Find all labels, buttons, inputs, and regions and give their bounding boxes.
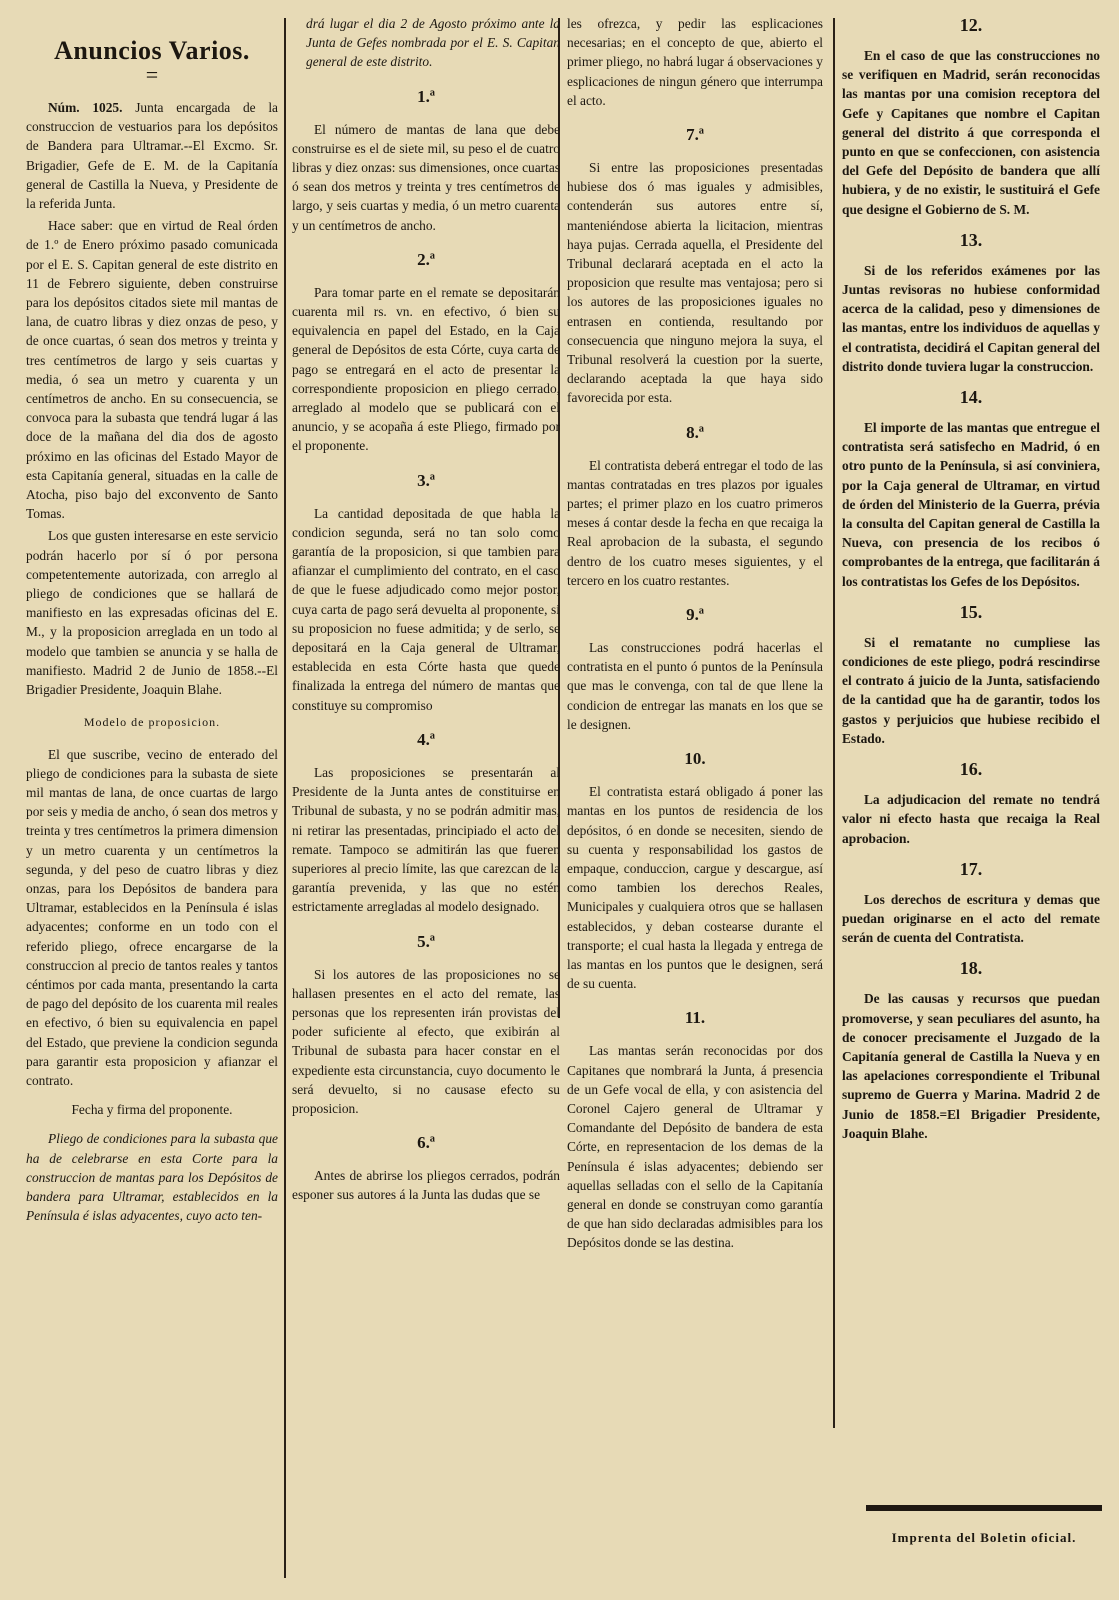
condition-paragraph: El número de mantas de lana que debe construirse es el de siete mil, su peso el de cuatro libras y diez onzas: sus dimensiones, once cuartas ó sean dos metros y treinta y tres centímetros de largo, y seis cuartas y media, ó un metro cuarenta y un centímetros de ancho. [292,121,560,233]
condition-paragraph: Si de los referidos exámenes por las Juntas revisoras no hubiese conformidad acerca de la calidad, peso y dimensiones de las mantas, entre los individuos de aquellas y el contratista, decidirá el Capitan general del distrito donde tuviera lugar la construccion. [842,262,1100,374]
condition-paragraph: Si entre las proposiciones presentadas hubiese dos ó mas iguales y admisibles, contenderán sus autores entre sí, manteniéndose abierta la licitacion, mientras haya pujas. Cerrada aquella, el Presidente del Tribunal declarará aceptada en el acto la proposicion que resulte mas ventajosa; pero si los autores de las proposiciones iguales no entrasen en contienda, resultando por consecuencia que ninguno mejora la suya, el Tribunal resolverá la cuestion por la suerte, declarando aceptada la que haya sido favorecida por esta. [567,160,823,406]
announcement-text: Junta encargada de la construccion de vestuarios para los depósitos de Bandera para Ultramar.--El Excmo. Sr. Brigadier, Gefe de E. M. de la Capitanía general de Castilla la Nueva, y Presidente de la referida Junta. [26,100,278,212]
closing-rule [866,1505,1102,1511]
condition-number: 17. [959,858,983,879]
condition-paragraph: Las proposiciones se presentarán al Presidente de la Junta antes de constituirse en Tribunal de subasta, y no se podrán admitir mas, ni retirar las presentadas, principiado el acto del remate. Tampoco se admitirán las que fueren superiores al precio límite, las que carezcan de la garantía prevenida, y las que no estén estrictamente arregladas al modelo designado. [292,764,560,915]
condition-number: 18. [959,958,983,979]
condition-number: 10. [684,749,706,769]
model-header: Modelo de proposicion. [83,715,221,730]
condition-number: 13. [959,229,983,250]
condition-number: 2.ª [417,249,435,269]
condition-paragraph: El contratista estará obligado á poner las mantas en los puntos de residencia de los depósitos, ó en donde se necesiten, siendo de su cuenta y responsabilidad los gastos de empaque, conduccion, cargue y descargue, así como tambien los derechos Reales, Municipales y cualquiera otros que se hallasen establecidos, y deban costearse durante el transporte; el cual hasta la llegada y entrega de las mantas en los puntos que le designen, será de su cuenta. [567,784,823,992]
condition-number: 11. [684,1008,706,1028]
condition-paragraph: De las causas y recursos que puedan promoverse, y sean peculiares del asunto, ha de conocer precisamente el Juzgado de la Capitanía general de Castilla la Nueva y en las apelaciones correspondiente el Tribunal supremo de Guerra y Marina. Madrid 2 de Junio de 1858.=El Brigadier Presidente, Joaquin Blahe. [842,991,1100,1141]
announcement-paragraph: Hace saber: que en virtud de Real órden de 1.º de Enero próximo pasado comunicada por el E. S. Capitan general de este distrito en 11 de Febrero siguiente, deben construirse para los depósitos citados siete mil mantas de lana, de cuatro libras y diez onzas de peso, y de once cuartas, ó sean dos metros y treinta y tres centímetros de largo y seis cuartas y media, ó sea un metro y cuarenta y un centímetros de ancho. En su consecuencia, se convoca para la subasta que tendrá lugar á las doce de la mañana del dia dos de agosto próximo en las oficinas del Estado Mayor de esta Capitanía general, situadas en la calle de Atocha, piso bajo del exconvento de Santo Tomas. [26,218,278,522]
condition-paragraph: Antes de abrirse los pliegos cerrados, podrán esponer sus autores á la Junta las dudas que se [292,1168,560,1203]
condition-number: 7.ª [686,125,704,145]
condition-paragraph: La cantidad depositada de que habla la condicion segunda, será no tan solo como garantía de la proposicion, si que tambien para afianzar el cumplimiento del contrato, en el caso de que le fuese adjudicado como mejor postor, cuya carta de pago será devuelta al proponente, si su proposicion no fuese admitida; y de serlo, se depositará en la Caja general de Ultramar, establecida en esta Córte hasta que quede finalizada la entrega del número de mantas que constituye su compromiso [292,505,560,713]
condition-paragraph: Si los autores de las proposiciones no se hallasen presentes en el acto del remate, las personas que los representen irán provistas del poder suficiente al efecto, que exibirán al Tribunal de subasta para hacer constar en el expediente esta circunstancia, cuyo documento le será devuelto, si no causase efecto su proposicion. [292,966,560,1116]
condition-paragraph: El contratista deberá entregar el todo de las mantas contratadas en tres plazos por iguales partes; el primer plazo en los cuatro primeros meses á contar desde la fecha en que recaiga la Real aprobacion de la subasta, el segundo dentro de los cuatro meses siguientes, y el tercero en los cuatro restantes. [567,457,823,588]
condition-number: 14. [959,387,983,408]
condition-number: 6.ª [417,1133,435,1153]
condition-paragraph: Los derechos de escritura y demas que puedan originarse en el acto del remate serán de cuenta del Contratista. [842,891,1100,946]
condition-number: 8.ª [686,422,704,442]
column-2 [292,14,560,1208]
model-paragraph: El que suscribe, vecino de enterado del pliego de condiciones para la subasta de siete mil mantas de lana, de once cuartas de largo por seis y media de ancho, ó sean dos metros y treinta y tres centímetros la primera dimension y un metro cuarenta y un centímetros la segunda, y del peso de cuatro libras y diez onzas, para los Depósitos de bandera para Ultramar, establecidos en la Península é islas adyacentes; conforme en un todo con el referido pliego, ofrece encargarse de la construccion al precio de tantos reales y tantos céntimos por cada manta, presentando la carta de pago del depósito de los cuarenta mil reales en efectivo, ó bien su equivalencia en papel del Estado, que previene la condicion segunda para garantir esta proposicion y afianzar el contrato. [26,746,278,1088]
announcement-number: Núm. 1025. [48,100,123,115]
column-divider [833,18,835,1428]
title-rule: = [145,62,159,87]
condition-number: 9.ª [686,605,704,625]
column-4 [842,14,1100,1145]
announcement-paragraph [26,98,278,213]
condition-paragraph: Las mantas serán reconocidas por dos Capitanes que nombrará la Junta, á presencia de un Gefe vocal de ella, y con asistencia del Coronel Cajero general de Ultramar y Comandante del Depósito de bandera de esta Córte, en representacion de los demas de la Península é islas adyacentes; debiendo ser aquellas selladas con el sello de la Capitanía general en donde se construyan como garantía de que han sido declaradas admisibles para los Depósitos donde se las destina. [567,1043,823,1251]
condition-paragraph: En el caso de que las construcciones no se verifiquen en Madrid, serán reconocidas las mantas por una comision receptora del Gefe y Capitanes que nombre el Capitan general del distrito á que corresponda el punto en que se confeccionen, con asistencia del Gefe del Depósito de bandera que allí hubiera, y de no existir, le sustituirá el Gefe que designe el Gobierno de S. M. [842,48,1100,217]
condition-paragraph: Para tomar parte en el remate se depositarán cuarenta mil rs. vn. en efectivo, ó bien su equivalencia en papel del Estado, en la Caja general de Depósitos de esta Córte, cuya carta de pago se entregará en el acto de presentar la correspondiente proposicion en pliego cerrado, arreglado al modelo que se publicará con el anuncio, y se acopaña á este Pliego, firmado por el proponente. [292,284,560,454]
printer-imprint: Imprenta del Boletin oficial. [891,1530,1077,1545]
condition-number: 16. [959,759,983,780]
condition-paragraph: Las construcciones podrá hacerlas el contratista en el punto ó puntos de la Península que mas le convenga, con tal de que llene la condicion de entregar las manats en los que se le designen. [567,640,823,732]
condition-paragraph-cont: les ofrezca, y pedir las esplicaciones necesarias; en el concepto de que, abierto el primer pliego, no habrá lugar á observaciones y esplicaciones de ningun género que interrumpa el acto. [567,16,823,108]
conditions-intro-cont: drá lugar el dia 2 de Agosto próximo ante la Junta de Gefes nombrada por el E. S. Capitan general de este distrito. [306,16,560,70]
conditions-intro: Pliego de condiciones para la subasta que ha de celebrarse en esta Corte para la construccion de mantas para los Depósitos de bandera para Ultramar, establecidos en la Península é islas adyacentes, cuyo acto ten- [26,1131,278,1224]
condition-paragraph: El importe de las mantas que entregue el contratista será satisfecho en Madrid, ó en otro punto de la Península, si así conviniera, por la Caja general de Ultramar, en virtud de órden del Ministerio de la Guerra, prévia la consulta del Capitan general de Castilla la Nueva, con presencia de los recibos ó comprobantes de la entrega, que facilitarán á los contratistas los Gefes de los Depósitos. [842,420,1100,589]
condition-number: 12. [959,15,983,35]
section-title: Anuncios Varios. [54,36,250,65]
condition-number: 5.ª [417,931,435,951]
condition-paragraph: La adjudicacion del remate no tendrá valor ni efecto hasta que recaiga la Real aprobacion. [842,792,1100,846]
column-3 [567,14,823,1256]
column-1 [26,14,278,1228]
condition-number: 3.ª [417,470,435,490]
signature-line: Fecha y firma del proponente. [71,1102,233,1118]
condition-number: 15. [959,601,983,622]
condition-paragraph: Si el rematante no cumpliese las condiciones de este pliego, podrá rescindirse el contrato á juicio de la Junta, satisfaciendo de la cantidad que ha de garantir, todos los gastos y perjuicios que hubiese recibido el Estado. [842,634,1100,746]
announcement-paragraph: Los que gusten interesarse en este servicio podrán hacerlo por sí ó por persona competentemente autorizada, con arreglo al pliego de condiciones que se hallará de manifiesto en las expresadas oficinas del E. M., y la proposicion arreglada en un todo al modelo que tambien se anuncia y se halla de manifiesto. Madrid 2 de Junio de 1858.--El Brigadier Presidente, Joaquin Blahe. [26,528,278,698]
condition-number: 4.ª [417,729,435,749]
column-divider [284,18,286,1578]
condition-number: 1.ª [417,86,435,106]
